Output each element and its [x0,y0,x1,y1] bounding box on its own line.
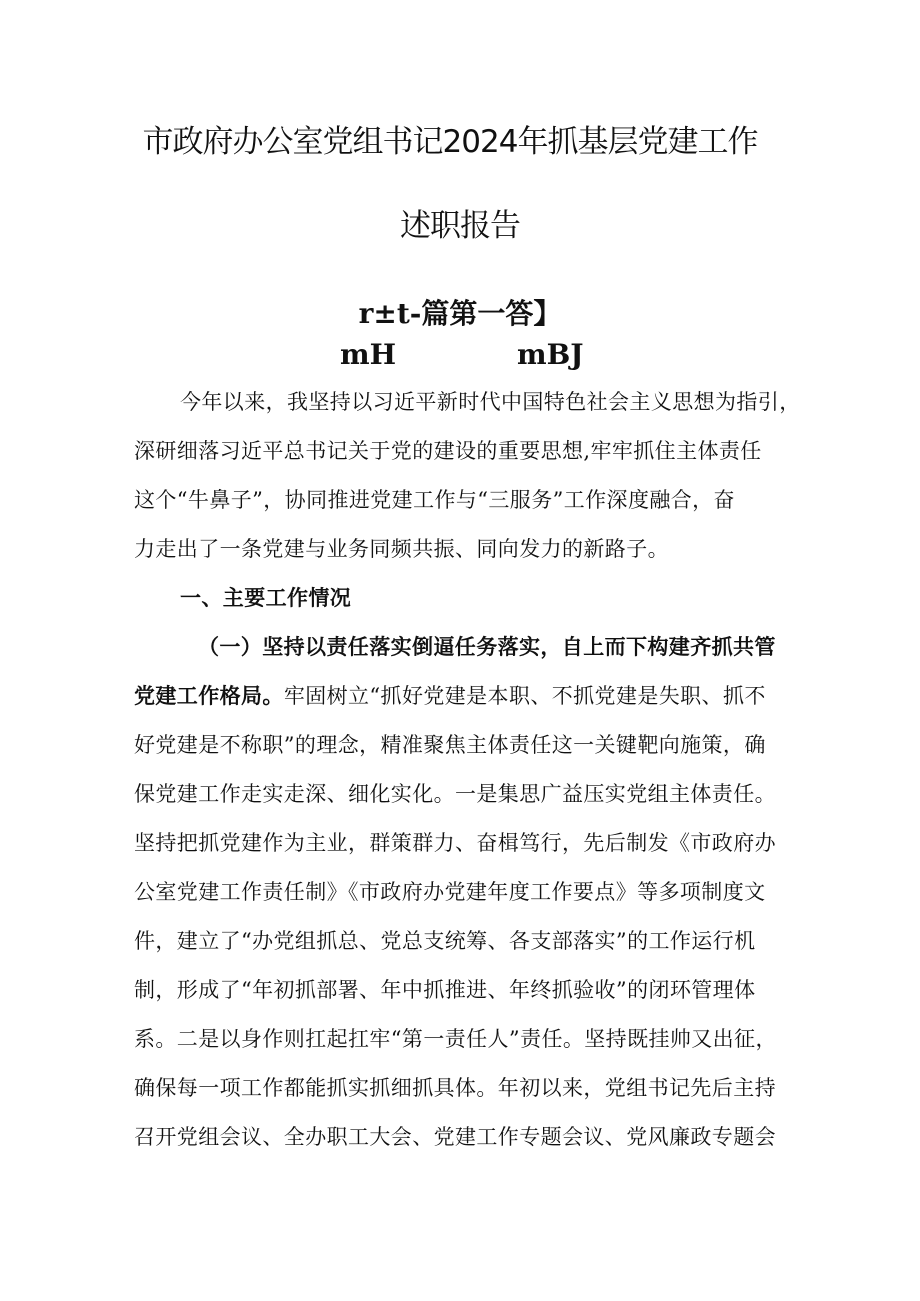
subsection-heading: （一）坚持以责任落实倒逼任务落实，自上而下构建齐抓共管 [198,634,776,659]
document-title-line-1: 市政府办公室党组书记2024年抓基层党建工作 [142,124,758,160]
paragraph-2-line-9: 确保每一项工作都能抓实抓细抓具体。年初以来，党组书记先后主持 [134,1076,776,1100]
paragraph-1-line-1: 今年以来，我坚持以习近平新时代中国特色社会主义思想为指引， [180,390,801,414]
subtitle-2-right: mBJ [517,338,584,371]
paragraph-1-line-3: 这个“牛鼻子”，协同推进党建工作与“三服务”工作深度融合，奋 [134,488,735,512]
subsection-heading-tail: 党建工作格局。 [134,683,284,708]
paragraph-2-line-2: 好党建是不称职”的理念，精准聚焦主体责任这一关键靶向施策，确 [134,733,766,757]
paragraph-2-line-1-text: 牢固树立“抓好党建是本职、不抓党建是失职、抓不 [283,684,766,708]
subtitle-2-left: mH [340,338,397,371]
section-heading: 一、主要工作情况 [180,585,352,610]
paragraph-1-line-2: 深研细落习近平总书记关于党的建设的重要思想,牢牢抓住主体责任 [134,439,762,463]
paragraph-2-line-8: 系。二是以身作则扛起扛牢“第一责任人”责任。坚持既挂帅又出征， [134,1027,777,1051]
document-title-line-2: 述职报告 [400,208,520,244]
paragraph-2-line-5: 公室党建工作责任制》《市政府办党建年度工作要点》等多项制度文 [134,880,766,904]
paragraph-2-line-7: 制，形成了“年初抓部署、年中抓推进、年终抓验收”的闭环管理体 [134,978,756,1002]
paragraph-1-line-4: 力走出了一条党建与业务同频共振、同向发力的新路子。 [134,537,669,561]
paragraph-2-line-6: 件，建立了“办党组抓总、党总支统筹、各支部落实”的工作运行机 [134,929,756,953]
paragraph-2-line-4: 坚持把抓党建作为主业，群策群力、奋楫笃行，先后制发《市政府办 [134,831,776,855]
paragraph-2-line-3: 保党建工作走实走深、细化实化。一是集思广益压实党组主体责任。 [134,782,776,806]
paragraph-2-line-10: 召开党组会议、全办职工大会、党建工作专题会议、党风廉政专题会 [134,1125,776,1149]
paragraph-2-line-1 [134,681,794,711]
document-subtitle: r±t-篇第一答】 [358,297,562,330]
